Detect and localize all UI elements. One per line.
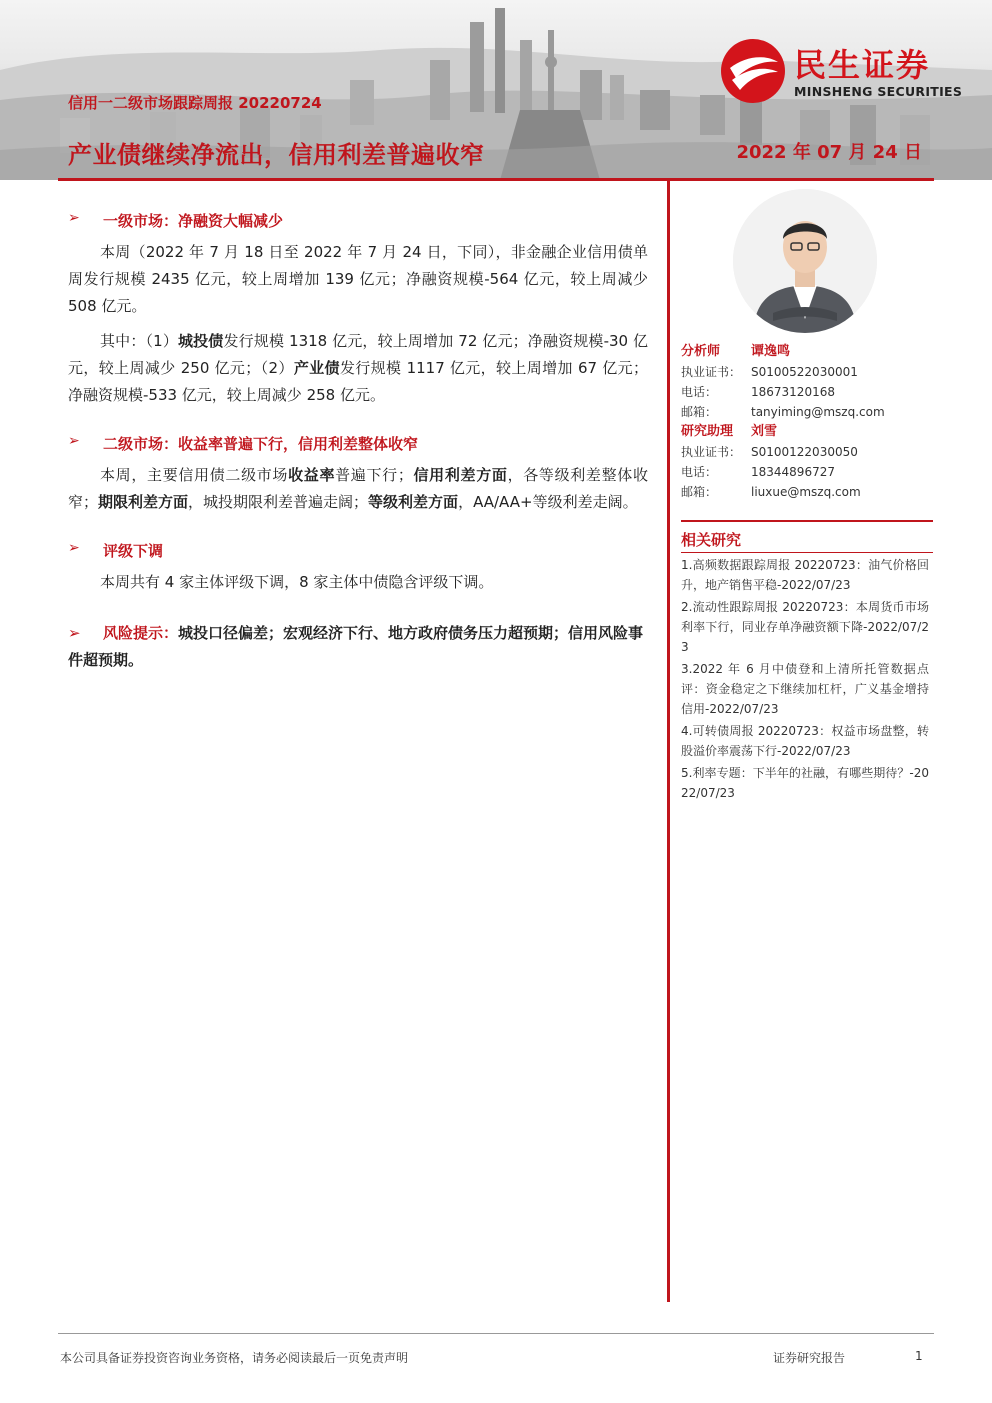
text-run: 发行规模 1318 亿元，较上周增加 72 亿元；净融资规模-30 亿元，较上周减少 250 亿元；（2） bbox=[68, 332, 648, 377]
field-label: 执业证书： bbox=[681, 365, 742, 379]
paragraph bbox=[68, 239, 648, 320]
bold-text: 城投债 bbox=[177, 332, 224, 350]
section-heading bbox=[68, 540, 648, 561]
column-divider bbox=[667, 181, 670, 1302]
logo-name-en: MINSHENG SECURITIES bbox=[794, 84, 963, 99]
field-label: 邮箱： bbox=[681, 405, 718, 419]
section-heading-text: 一级市场：净融资大幅减少 bbox=[103, 212, 284, 230]
bold-text: 产业债 bbox=[293, 359, 340, 377]
field-label: 分析师 bbox=[681, 344, 721, 359]
paragraph bbox=[68, 462, 648, 516]
related-research-item[interactable]: 3.2022 年 6 月中债登和上清所托管数据点评：资金稳定之下继续加杠杆，广义基金增持信用-2022/07/23 bbox=[681, 662, 929, 716]
related-research-title: 相关研究 bbox=[681, 531, 742, 549]
analyst-detail-row bbox=[681, 482, 933, 502]
text-run: ，AA/AA+等级利差走阔。 bbox=[458, 493, 638, 511]
sidebar-divider bbox=[681, 520, 933, 522]
section bbox=[68, 433, 648, 516]
field-value: 18344896727 bbox=[751, 465, 835, 479]
text-run: ，各等级利差整体收窄； bbox=[68, 466, 648, 511]
footer-divider bbox=[58, 1333, 934, 1334]
field-value: 刘雪 bbox=[751, 424, 778, 439]
bullet-arrow-icon: ➢ bbox=[68, 433, 80, 449]
related-divider bbox=[681, 552, 933, 553]
analyst-name-row bbox=[681, 422, 933, 442]
field-label: 电话： bbox=[681, 465, 718, 479]
email-link[interactable]: tanyiming@mszq.com bbox=[751, 405, 885, 419]
bullet-arrow-icon: ➢ bbox=[68, 210, 80, 226]
related-research-item[interactable]: 4.可转债周报 20220723：权益市场盘整，转股溢价率震荡下行-2022/07/23 bbox=[681, 724, 929, 758]
report-series: 信用一二级市场跟踪周报 20220724 bbox=[68, 94, 322, 112]
logo-name-cn: 民生证券 bbox=[794, 46, 931, 84]
email-link[interactable]: liuxue@mszq.com bbox=[751, 485, 861, 499]
related-research-item[interactable]: 2.流动性跟踪周报 20220723：本周货币市场利率下行，同业存单净融资额下降-2022/07/23 bbox=[681, 600, 929, 654]
text-run: 本周，主要信用债二级市场 bbox=[100, 466, 289, 484]
text-run: ，城投期限利差普遍走阔； bbox=[188, 493, 369, 511]
analyst-detail-row bbox=[681, 442, 933, 462]
footer-report-type: 证券研究报告 bbox=[773, 1351, 846, 1365]
report-date: 2022 年 07 月 24 日 bbox=[736, 142, 922, 163]
section-heading bbox=[68, 210, 648, 231]
analyst-detail-row bbox=[681, 462, 933, 482]
main-content bbox=[68, 210, 648, 674]
analyst-detail-row bbox=[681, 382, 933, 402]
text-run: 其中：（1） bbox=[100, 332, 178, 350]
bold-text: 期限利差方面 bbox=[98, 493, 189, 511]
report-title: 产业债继续净流出，信用利差普遍收窄 bbox=[68, 141, 485, 169]
field-value: S0100522030001 bbox=[751, 365, 858, 379]
section bbox=[68, 540, 648, 596]
field-value: S0100122030050 bbox=[751, 445, 858, 459]
field-label: 电话： bbox=[681, 385, 718, 399]
text-run: 本周共有 4 家主体评级下调，8 家主体中债隐含评级下调。 bbox=[100, 573, 494, 591]
text-run: 本周（2022 年 7 月 18 日至 2022 年 7 月 24 日，下同），非金融企业信用债单周发行规模 2435 亿元，较上周增加 139 亿元；净融资规模-564 亿元，较上周减少 508 亿元。 bbox=[68, 243, 648, 315]
text-run: 普遍下行； bbox=[335, 466, 413, 484]
section bbox=[68, 210, 648, 409]
analyst-detail-row bbox=[681, 402, 933, 422]
analyst-info bbox=[681, 342, 933, 502]
field-label: 邮箱： bbox=[681, 485, 718, 499]
field-label: 研究助理 bbox=[681, 424, 734, 439]
text-run: 发行规模 1117 亿元，较上周增加 67 亿元；净融资规模-533 亿元，较上周减少 258 亿元。 bbox=[68, 359, 648, 404]
analyst-name-row bbox=[681, 342, 933, 362]
bullet-arrow-icon: ➢ bbox=[68, 540, 80, 556]
section-heading-text: 评级下调 bbox=[103, 542, 164, 560]
analyst-detail-row bbox=[681, 362, 933, 382]
paragraph bbox=[68, 328, 648, 409]
section-heading-text: 二级市场：收益率普遍下行，信用利差整体收窄 bbox=[103, 435, 419, 453]
field-value: 谭逸鸣 bbox=[751, 344, 791, 359]
logo-emblem-icon bbox=[720, 38, 786, 104]
related-research-list bbox=[681, 555, 929, 805]
related-research-item[interactable]: 1.高频数据跟踪周报 20220723：油气价格回升，地产销售平稳-2022/07/23 bbox=[681, 558, 929, 592]
risk-warning bbox=[68, 620, 648, 674]
page-number: 1 bbox=[915, 1349, 923, 1363]
paragraph bbox=[68, 569, 648, 596]
related-research-item[interactable]: 5.利率专题：下半年的社融，有哪些期待？-2022/07/23 bbox=[681, 766, 929, 800]
footer-disclaimer: 本公司具备证券投资咨询业务资格，请务必阅读最后一页免责声明 bbox=[60, 1351, 409, 1365]
field-label: 执业证书： bbox=[681, 445, 742, 459]
header-divider bbox=[58, 178, 934, 181]
risk-label: 风险提示： bbox=[103, 624, 179, 642]
analyst-avatar bbox=[733, 189, 877, 333]
bold-text: 等级利差方面 bbox=[368, 493, 459, 511]
bullet-arrow-icon: ➢ bbox=[68, 624, 81, 642]
bold-text: 信用利差方面 bbox=[412, 466, 508, 484]
bold-text: 收益率 bbox=[288, 466, 336, 484]
risk-text: 城投口径偏差；宏观经济下行、地方政府债务压力超预期；信用风险事件超预期。 bbox=[68, 624, 644, 669]
field-value: 18673120168 bbox=[751, 385, 835, 399]
company-logo bbox=[720, 38, 970, 108]
section-heading bbox=[68, 433, 648, 454]
